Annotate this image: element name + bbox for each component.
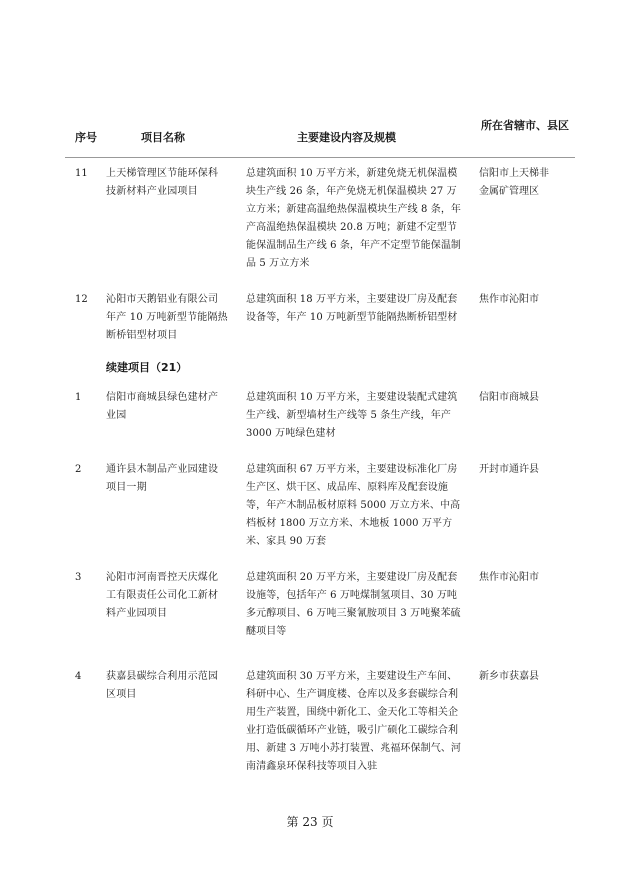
row-no: 11	[75, 168, 88, 179]
row-location: 新乡市获嘉县	[479, 671, 539, 682]
row-content: 总建筑面积 18 万平方米，主要建设厂房及配套设备等，年产 10 万吨新型节能隔热断桥铝型材	[246, 294, 458, 323]
table-header	[0, 117, 620, 157]
row-location: 开封市通许县	[479, 464, 539, 475]
section-title: 续建项目（21）	[106, 361, 188, 374]
row-content: 总建筑面积 30 万平方米，主要建设生产车间、科研中心、生产调度楼、仓库以及多套碳综合利用生产装置，围绕中新化工、金天化工等相关企业打造低碳循环产业链，吸引广硕化工碳综合利用、新建 3 万吨小苏打装置、兆福环保制气、河南清鑫泉环保科技等项目入驻	[246, 671, 462, 772]
row-content: 总建筑面积 10 万平方米，新建免烧无机保温模块生产线 26 条，年产免烧无机保温模块 27 万立方米；新建高温绝热保温模块生产线 8 条，年产高温绝热保温模块 20.8 万吨；新建不定型节能保温制品生产线 6 条，年产不定型节能保温制品 5 万立方米	[246, 168, 462, 269]
row-no: 12	[75, 294, 88, 305]
row-location: 焦作市沁阳市	[479, 294, 539, 305]
row-no: 2	[75, 464, 82, 475]
row-location: 焦作市沁阳市	[479, 572, 539, 583]
row-no: 1	[75, 392, 82, 403]
header-no: 序号	[75, 131, 97, 144]
header-content: 主要建设内容及规模	[297, 131, 396, 144]
row-name: 沁阳市河南晋控天庆煤化工有限责任公司化工新材料产业园项目	[106, 572, 219, 619]
row-content: 总建筑面积 67 万平方米，主要建设标准化厂房生产区、烘干区、成品库、原料库及配套设施等，年产木制品板材原料 5000 万立方米、中高档板材 1800 万立方米、木地板 1000 万平方米、家具 90 万套	[246, 464, 461, 547]
row-content: 总建筑面积 20 万平方米，主要建设厂房及配套设施等，包括年产 6 万吨煤制氢项目、30 万吨多元醇项目、6 万吨三聚氰胺项目 3 万吨聚苯硫醚项目等	[246, 572, 461, 637]
row-name: 信阳市商城县绿色建材产业园	[106, 392, 219, 421]
row-content: 总建筑面积 10 万平方米，主要建设装配式建筑生产线、新型墙材生产线等 5 条生产线，年产 3000 万吨绿色建材	[246, 392, 458, 439]
row-no: 4	[75, 671, 82, 682]
row-name: 获嘉县碳综合利用示范园区项目	[106, 671, 219, 700]
row-no: 3	[75, 572, 82, 583]
header-name: 项目名称	[141, 131, 185, 144]
page-number: 第 23 页	[286, 815, 334, 829]
row-name: 上天梯管理区节能环保科技新材料产业园项目	[106, 168, 219, 197]
row-location: 信阳市商城县	[479, 392, 539, 403]
row-location: 信阳市上天梯非金属矿管理区	[479, 168, 549, 197]
row-name: 沁阳市天鹅铝业有限公司年产 10 万吨新型节能隔热断桥铝型材项目	[106, 294, 228, 341]
header-divider	[65, 157, 575, 158]
header-location: 所在省辖市、县区	[481, 119, 569, 132]
row-name: 通许县木制品产业园建设项目一期	[106, 464, 219, 493]
